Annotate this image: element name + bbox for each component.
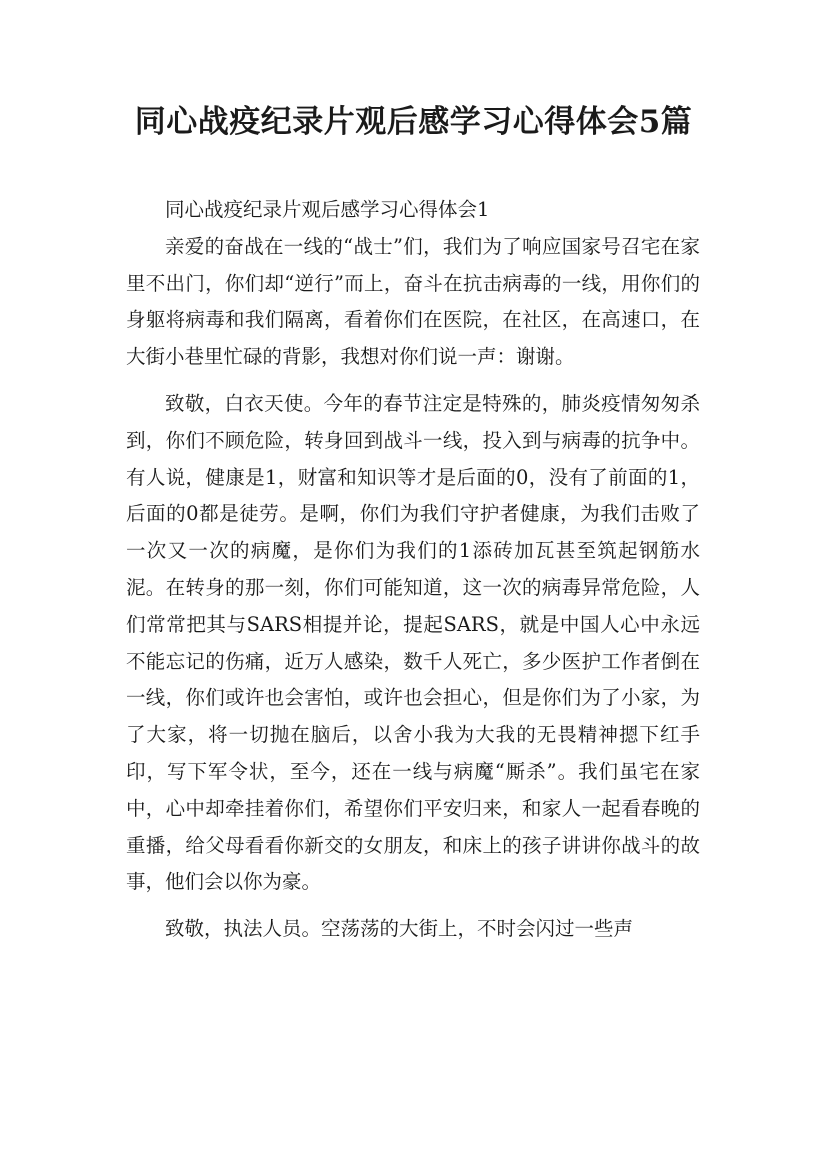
- paragraph-law-enforcement: 致敬，执法人员。空荡荡的大街上，不时会闪过一些声: [165, 917, 634, 941]
- paragraph-medical-workers: 致敬，白衣天使。今年的春节注定是特殊的，肺炎疫情匆匆杀到，你们不顾危险，转身回到战斗一线，投入到与病毒的抗争中。有人说，健康是1，财富和知识等才是后面的0，没有了前面的1，后面的0都是徒劳。是啊，你们为我们守护者健康，为我们击败了一次又一次的病魔，是你们为我们的1添砖加瓦甚至筑起钢筋水泥。在转身的那一刻，你们可能知道，这一次的病毒异常危险，人们常常把其与SARS相提并论，提起SARS，就是中国人心中永远不能忘记的伤痛，近万人感染，数千人死亡，多少医护工作者倒在一线，你们或许也会害怕，或许也会担心，但是你们为了小家，为了大家，将一切抛在脑后，以舍小我为大我的无畏精神摁下红手印，写下军令状，至今，还在一线与病魔“厮杀”。我们虽宅在家中，心中却牵挂着你们，希望你们平安归来，和家人一起看春晚的重播，给父母看看你新交的女朋友，和床上的孩子讲讲你战斗的故事，他们会以你为豪。: [126, 391, 700, 894]
- paragraph-intro: 亲爱的奋战在一线的“战士”们，我们为了响应国家号召宅在家里不出门，你们却“逆行”而上，奋斗在抗击病毒的一线，用你们的身躯将病毒和我们隔离，看着你们在医院，在社区，在高速口，在大街小巷里忙碌的背影，我想对你们说一声：谢谢。: [126, 234, 700, 369]
- document-title: 同心战疫纪录片观后感学习心得体会5篇: [134, 104, 693, 140]
- document-body: [126, 192, 700, 948]
- section-heading: 同心战疫纪录片观后感学习心得体会1: [165, 198, 490, 221]
